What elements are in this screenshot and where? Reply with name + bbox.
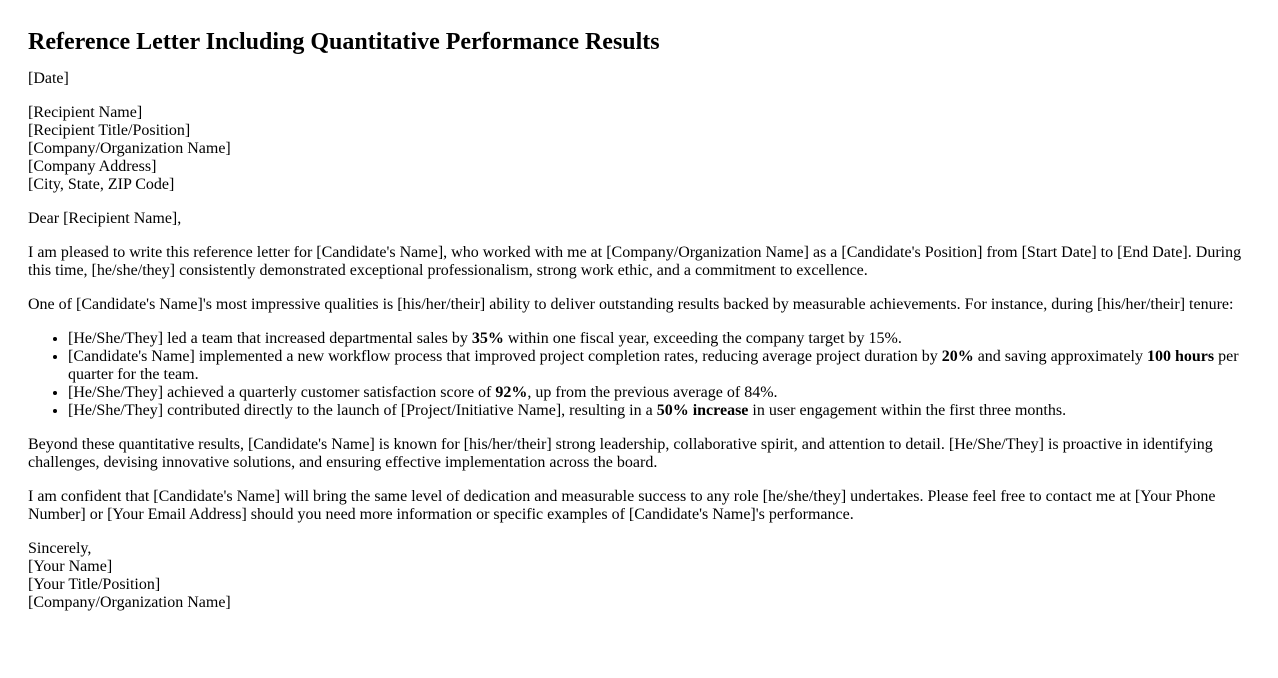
metric-highlight: 50% increase: [656, 402, 749, 419]
recipient-title: [Recipient Title/Position]: [28, 122, 191, 139]
achievements-list: [28, 330, 1250, 420]
intro-paragraph: I am pleased to write this reference letter for [Candidate's Name], who worked with me at [Company/Organization Name] as a [Candidate's Position] from [Start Date] to [End Date]. During this time, [he/she/they] consistently demonstrated exceptional professionalism, strong work ethic, and a commitment to excellence.: [28, 244, 1242, 279]
signature-block: [28, 540, 1250, 612]
recipient-name: [Recipient Name]: [28, 104, 143, 121]
metric-highlight: 100 hours: [1147, 348, 1215, 365]
recipient-address: [Company Address]: [28, 158, 157, 175]
results-intro-paragraph: One of [Candidate's Name]'s most impressive qualities is [his/her/their] ability to deliver outstanding results backed by measurable achievements. For instance, during [his/her/their] tenure:: [28, 296, 1234, 313]
signer-title: [Your Title/Position]: [28, 576, 161, 593]
signoff-text: Sincerely,: [28, 540, 92, 557]
page-title: Reference Letter Including Quantitative Performance Results: [28, 29, 660, 55]
closing-paragraph: I am confident that [Candidate's Name] will bring the same level of dedication and measurable success to any role [he/she/they] undertakes. Please feel free to contact me at [Your Phone Number] or [Your Email Address] should you need more information or specific examples of [Candidate's Name]'s performance.: [28, 488, 1216, 523]
recipient-block: [28, 104, 1250, 194]
letter-page: [0, 28, 1278, 612]
metric-highlight: 92%: [495, 384, 528, 401]
letter-date: [Date]: [28, 70, 69, 87]
salutation: Dear [Recipient Name],: [28, 210, 182, 227]
recipient-company: [Company/Organization Name]: [28, 140, 231, 157]
list-item: • [He/She/They] achieved a quarterly customer satisfaction score of 92%, up from the previous average of 84%.: [68, 384, 1250, 402]
signer-company: [Company/Organization Name]: [28, 594, 231, 611]
metric-highlight: 35%: [471, 330, 504, 347]
list-item: • [He/She/They] led a team that increased departmental sales by 35% within one fiscal year, exceeding the company target by 15%.: [68, 330, 1250, 348]
metric-highlight: 20%: [941, 348, 974, 365]
signer-name: [Your Name]: [28, 558, 113, 575]
beyond-paragraph: Beyond these quantitative results, [Candidate's Name] is known for [his/her/their] strong leadership, collaborative spirit, and attention to detail. [He/She/They] is proactive in identifying challenges, devising innovative solutions, and ensuring effective implementation across the board.: [28, 436, 1213, 471]
list-item: • [Candidate's Name] implemented a new workflow process that improved project completion rates, reducing average project duration by 20% and saving approximately 100 hours per quarter for the team.: [68, 348, 1250, 384]
list-item: • [He/She/They] contributed directly to the launch of [Project/Initiative Name], resulting in a 50% increase in user engagement within the first three months.: [68, 402, 1250, 420]
recipient-city-state-zip: [City, State, ZIP Code]: [28, 176, 175, 193]
